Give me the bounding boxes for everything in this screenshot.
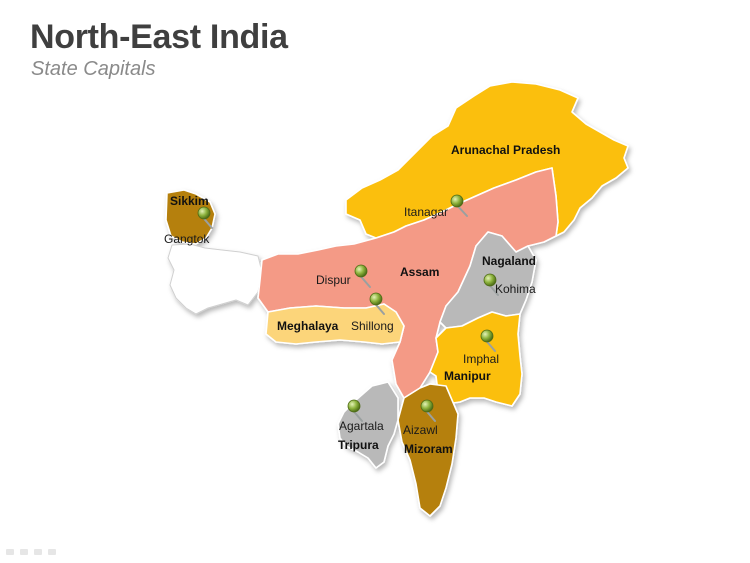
capital-label-kohima: Kohima xyxy=(495,282,536,296)
nav-prev-icon[interactable] xyxy=(6,549,14,555)
state-label-assam: Assam xyxy=(400,265,440,279)
state-label-manipur: Manipur xyxy=(444,369,491,383)
capital-label-itanagar: Itanagar xyxy=(404,205,449,219)
capital-label-shillong: Shillong xyxy=(351,319,394,333)
nav-menu-icon[interactable] xyxy=(34,549,42,555)
map-region-west-bengal xyxy=(168,244,262,314)
capital-label-agartala: Agartala xyxy=(339,419,384,433)
capital-label-aizawl: Aizawl xyxy=(403,423,438,437)
slide-nav-controls xyxy=(6,549,56,555)
state-label-nagaland: Nagaland xyxy=(482,254,537,268)
capital-label-imphal: Imphal xyxy=(463,352,500,366)
slide-subtitle: State Capitals xyxy=(31,58,156,80)
capital-label-gangtok: Gangtok xyxy=(164,232,210,246)
state-label-mizoram: Mizoram xyxy=(404,442,453,456)
capital-label-dispur: Dispur xyxy=(316,273,351,287)
nav-pen-icon[interactable] xyxy=(20,549,28,555)
nav-next-icon[interactable] xyxy=(48,549,56,555)
state-label-sikkim: Sikkim xyxy=(170,194,209,208)
state-label-meghalaya: Meghalaya xyxy=(277,319,339,333)
state-label-arunachal-pradesh: Arunachal Pradesh xyxy=(451,143,561,157)
state-label-tripura: Tripura xyxy=(338,438,379,452)
slide-title: North-East India xyxy=(30,18,288,56)
